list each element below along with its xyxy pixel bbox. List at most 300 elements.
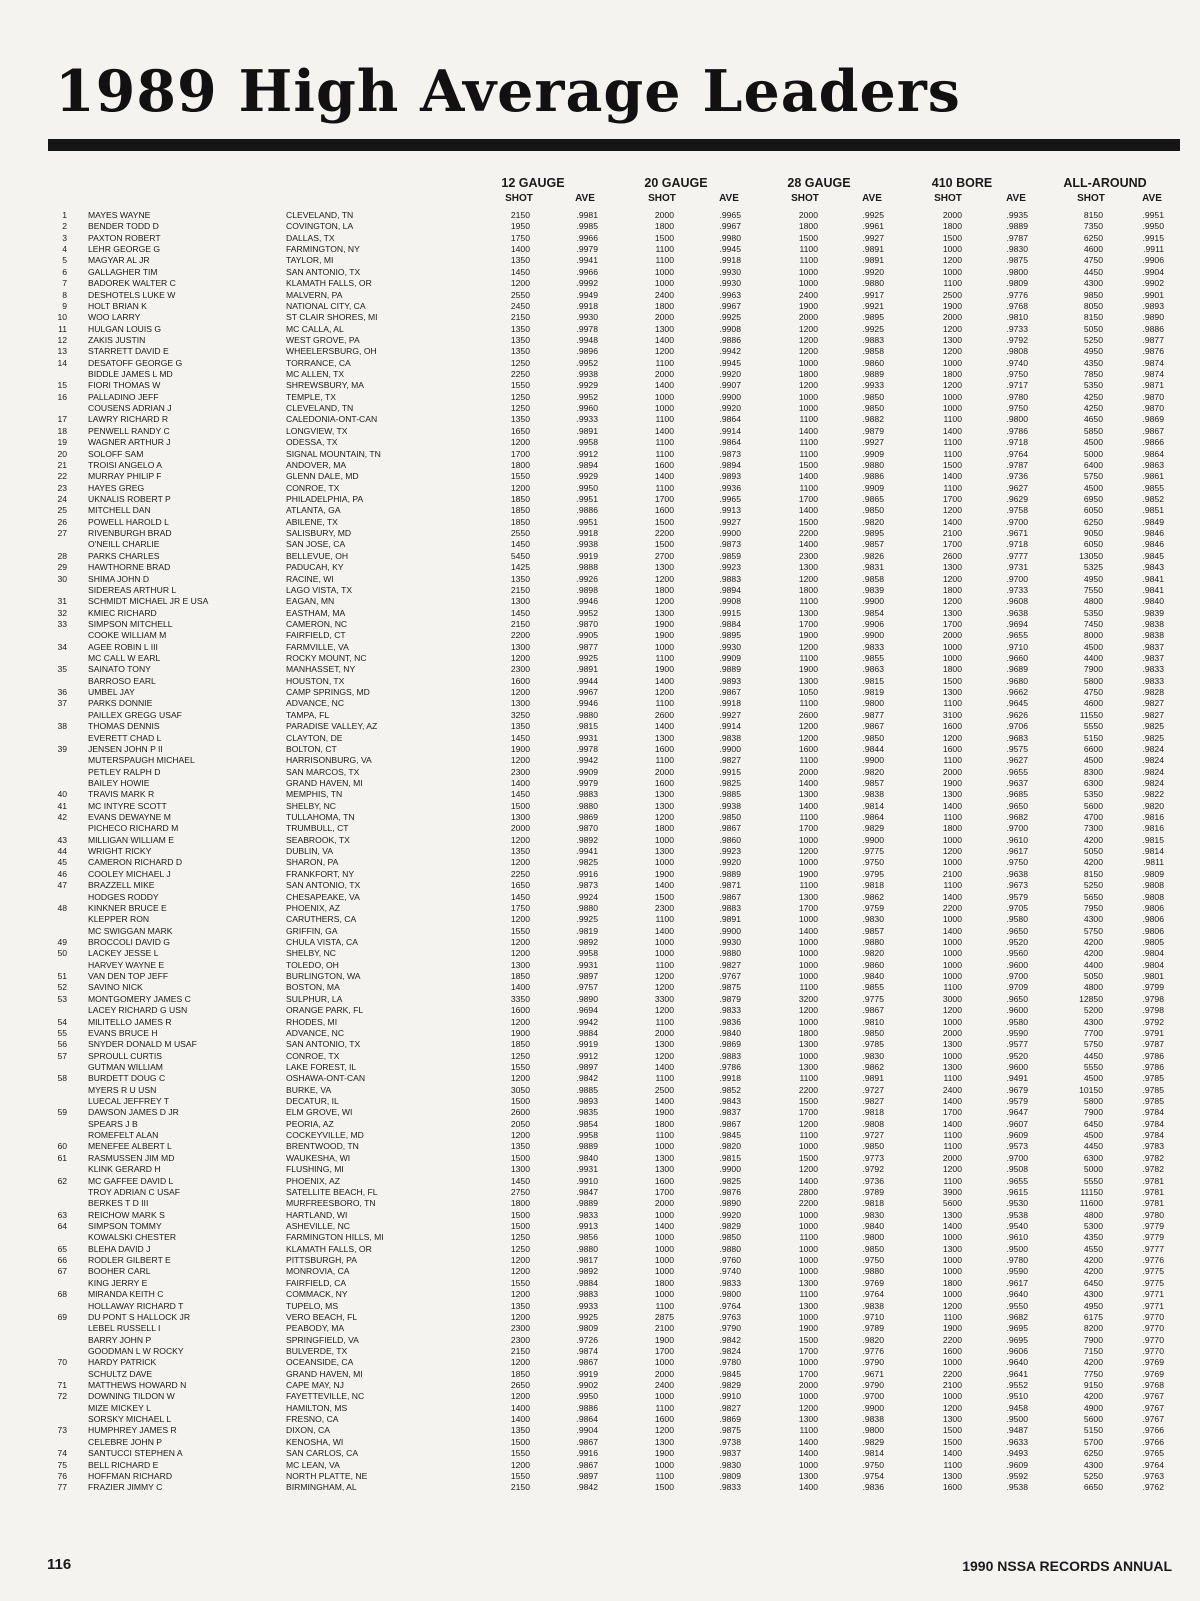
shooter-name-cell: FIORI THOMAS W [88,380,161,391]
ave-cell-410-bore: .9458 [1006,1402,1028,1413]
rank-cell: 55 [57,1027,67,1038]
shot-cell-all-around: 5750 [1083,471,1103,482]
shot-cell-28-gauge: 1100 [799,1073,818,1084]
ave-cell-20-gauge: .9883 [719,902,741,913]
ave-cell-12-gauge: .9952 [576,357,598,368]
shot-cell-28-gauge: 1500 [798,1096,818,1107]
ave-cell-20-gauge: .9927 [719,516,741,527]
shot-cell-28-gauge: 1400 [798,1482,818,1493]
shot-cell-20-gauge: 1000 [654,1255,674,1266]
ave-cell-all-around: .9765 [1142,1448,1164,1459]
ave-cell-410-bore: .9606 [1006,1345,1028,1356]
shot-cell-12-gauge: 1400 [510,982,530,993]
shot-cell-12-gauge: 1400 [510,1402,530,1413]
ave-cell-28-gauge: .9917 [862,289,884,300]
ave-cell-410-bore: .9682 [1006,812,1028,823]
ave-cell-28-gauge: .9671 [862,1368,884,1379]
shooter-name-cell: MYERS R U USN [88,1084,157,1095]
ave-cell-410-bore: .9609 [1006,1459,1028,1470]
shot-cell-410-bore: 2000 [942,210,962,220]
shooter-name-cell: KLEPPER RON [88,914,150,925]
ave-cell-28-gauge: .9833 [862,641,884,652]
shot-cell-28-gauge: 1000 [798,971,818,982]
shot-cell-12-gauge: 5450 [510,550,530,561]
shot-cell-28-gauge: 1300 [798,562,818,573]
ave-cell-410-bore: .9609 [1006,1130,1028,1141]
rank-cell: 17 [57,414,67,425]
shooter-name-cell: DESATOFF GEORGE G [88,357,183,368]
shot-cell-12-gauge: 1650 [510,880,530,891]
ave-cell-410-bore: .9689 [1006,664,1028,675]
table-row [0,1107,1200,1118]
shot-cell-12-gauge: 1800 [510,1198,530,1209]
shot-cell-12-gauge: 1450 [510,539,530,550]
shot-cell-28-gauge: 1400 [798,1436,818,1447]
table-row [0,369,1200,380]
ave-cell-all-around: .9845 [1142,550,1164,561]
ave-cell-28-gauge: .9927 [862,232,884,243]
shot-cell-20-gauge: 1000 [654,403,674,414]
shooter-name-cell: ROMEFELT ALAN [88,1130,159,1141]
ave-cell-28-gauge: .9891 [862,255,884,266]
ave-cell-410-bore: .9680 [1006,675,1028,686]
location-cell: GLENN DALE, MD [286,471,359,482]
rank-cell: 56 [57,1039,67,1050]
shot-cell-all-around: 7900 [1083,1107,1103,1118]
rank-cell: 3 [62,232,67,243]
location-cell: COMMACK, NY [286,1289,348,1300]
location-cell: CAMERON, NC [286,618,348,629]
location-cell: ELM GROVE, WI [286,1107,353,1118]
table-row [0,1017,1200,1028]
shot-cell-12-gauge: 1500 [510,1209,530,1220]
header-28-gauge: 28 GAUGE [787,176,851,190]
ave-cell-20-gauge: .9850 [719,1232,741,1243]
ave-cell-all-around: .9785 [1142,1073,1164,1084]
shot-cell-410-bore: 1200 [942,255,962,266]
shot-cell-12-gauge: 1550 [510,471,530,482]
shot-cell-12-gauge: 1500 [510,1096,530,1107]
shot-cell-all-around: 7900 [1083,664,1103,675]
shot-cell-all-around: 5350 [1083,380,1103,391]
table-row [0,960,1200,971]
table-row [0,551,1200,562]
location-cell: TUPELO, MS [286,1300,339,1311]
ave-cell-20-gauge: .9920 [719,1209,741,1220]
ave-cell-12-gauge: .9815 [576,721,598,732]
ave-cell-all-around: .9824 [1142,743,1164,754]
shot-cell-12-gauge: 1850 [510,493,530,504]
shot-cell-410-bore: 1100 [943,698,962,709]
ave-cell-all-around: .9764 [1142,1459,1164,1470]
shot-cell-410-bore: 1200 [942,732,962,743]
ave-cell-28-gauge: .9880 [862,1266,884,1277]
ave-cell-12-gauge: .9952 [576,391,598,402]
ave-cell-28-gauge: .9879 [862,425,884,436]
shot-cell-28-gauge: 1300 [798,607,818,618]
shot-cell-20-gauge: 2600 [654,709,674,720]
shooter-name-cell: COOKE WILLIAM M [88,630,167,641]
location-cell: BULVERDE, TX [286,1345,348,1356]
ave-cell-all-around: .9863 [1142,459,1164,470]
ave-cell-28-gauge: .9889 [862,369,884,380]
ave-cell-28-gauge: .9814 [862,800,884,811]
shot-cell-20-gauge: 1000 [654,266,674,277]
shot-cell-28-gauge: 1100 [799,437,818,448]
shot-cell-20-gauge: 1400 [654,425,674,436]
ave-cell-20-gauge: .9764 [719,1300,741,1311]
ave-cell-410-bore: .9700 [1006,573,1028,584]
ave-cell-28-gauge: .9818 [862,880,884,891]
rank-cell: 30 [57,573,67,584]
shot-cell-410-bore: 1600 [942,743,962,754]
shot-cell-12-gauge: 2150 [510,210,530,220]
ave-cell-410-bore: .9750 [1006,369,1028,380]
shot-cell-410-bore: 3000 [942,993,962,1004]
ave-cell-20-gauge: .9740 [719,1266,741,1277]
ave-cell-28-gauge: .9800 [862,1232,884,1243]
ave-cell-20-gauge: .9927 [719,709,741,720]
table-row [0,721,1200,732]
shot-cell-20-gauge: 1000 [654,1391,674,1402]
ave-cell-20-gauge: .9829 [719,1380,741,1391]
shooter-name-cell: TRAVIS MARK R [88,789,155,800]
shot-cell-20-gauge: 1000 [654,1266,674,1277]
shot-cell-all-around: 5600 [1083,1414,1103,1425]
shot-cell-12-gauge: 1400 [510,777,530,788]
rank-cell: 24 [57,493,67,504]
location-cell: DALLAS, TX [286,232,335,243]
shot-cell-410-bore: 1100 [943,414,962,425]
ave-cell-20-gauge: .9843 [719,1096,741,1107]
ave-cell-410-bore: .9682 [1006,1311,1028,1322]
shot-cell-410-bore: 1700 [942,1107,962,1118]
shot-cell-all-around: 5050 [1083,846,1103,857]
ave-cell-all-around: .9950 [1142,221,1164,232]
table-row [0,892,1200,903]
header-shot-all-around: SHOT [1077,193,1105,204]
ave-cell-20-gauge: .9918 [719,1073,741,1084]
shot-cell-28-gauge: 1000 [798,1357,818,1368]
header-12-gauge: 12 GAUGE [501,176,565,190]
table-row [0,835,1200,846]
ave-cell-12-gauge: .9925 [576,914,598,925]
shot-cell-410-bore: 1000 [942,971,962,982]
ave-cell-410-bore: .9750 [1006,857,1028,868]
shot-cell-12-gauge: 1200 [510,1016,530,1027]
shot-cell-410-bore: 1100 [943,1130,962,1141]
shot-cell-410-bore: 1000 [942,937,962,947]
ave-cell-all-around: .9816 [1142,823,1164,834]
location-cell: TAYLOR, MI [286,255,334,266]
shot-cell-410-bore: 1000 [942,1255,962,1266]
shot-cell-all-around: 6250 [1083,516,1103,527]
ave-cell-410-bore: .9830 [1006,244,1028,255]
shot-cell-28-gauge: 1200 [798,334,818,345]
shooter-name-cell: AGEE ROBIN L III [88,641,158,652]
ave-cell-20-gauge: .9923 [719,846,741,857]
rank-cell: 53 [57,993,67,1004]
shot-cell-12-gauge: 1250 [510,1232,530,1243]
shot-cell-all-around: 4200 [1083,937,1103,947]
shot-cell-410-bore: 1900 [942,777,962,788]
shot-cell-all-around: 5550 [1083,721,1103,732]
ave-cell-all-around: .9851 [1142,505,1164,516]
ave-cell-all-around: .9801 [1142,971,1164,982]
rank-cell: 7 [62,278,67,289]
shooter-name-cell: MIRANDA KEITH C [88,1289,164,1300]
shot-cell-20-gauge: 1000 [654,1243,674,1254]
location-cell: SATELLITE BEACH, FL [286,1186,378,1197]
location-cell: SAN ANTONIO, TX [286,880,361,891]
shot-cell-410-bore: 1400 [942,425,962,436]
location-cell: LONGVIEW, TX [286,425,348,436]
shot-cell-12-gauge: 1200 [510,1357,530,1368]
table-row [0,449,1200,460]
ave-cell-12-gauge: .9835 [576,1107,598,1118]
table-row [0,664,1200,675]
ave-cell-28-gauge: .9850 [862,391,884,402]
shot-cell-410-bore: 1300 [942,1209,962,1220]
ave-cell-all-around: .9841 [1142,584,1164,595]
shot-cell-all-around: 5150 [1083,732,1103,743]
ave-cell-28-gauge: .9857 [862,925,884,936]
shot-cell-12-gauge: 2250 [510,868,530,879]
shot-cell-20-gauge: 1400 [654,1096,674,1107]
header-ave-all-around: AVE [1142,193,1162,204]
location-cell: GRAND HAVEN, MI [286,777,363,788]
location-cell: FAIRFIELD, CA [286,1277,347,1288]
ave-cell-20-gauge: .9871 [719,880,741,891]
location-cell: CHESAPEAKE, VA [286,891,360,902]
table-row [0,914,1200,925]
ave-cell-20-gauge: .9963 [719,289,741,300]
ave-cell-410-bore: .9660 [1006,653,1028,664]
rank-cell: 46 [57,868,67,879]
location-cell: FRESNO, CA [286,1414,339,1425]
table-row [0,358,1200,369]
shooter-name-cell: MENEFEE ALBERT L [88,1141,172,1152]
ave-cell-12-gauge: .9809 [576,1323,598,1334]
ave-cell-all-around: .9780 [1142,1209,1164,1220]
shot-cell-20-gauge: 1200 [654,1005,674,1016]
shooter-name-cell: BOOHER CARL [88,1266,151,1277]
title-rule [48,139,1180,151]
shooter-name-cell: WOO LARRY [88,312,141,323]
shot-cell-28-gauge: 1000 [798,357,818,368]
ave-cell-12-gauge: .9825 [576,857,598,868]
ave-cell-20-gauge: .9825 [719,1175,741,1186]
ave-cell-12-gauge: .9978 [576,743,598,754]
ave-cell-20-gauge: .9867 [719,1118,741,1129]
shot-cell-20-gauge: 1100 [655,414,674,425]
shot-cell-28-gauge: 1400 [798,505,818,516]
shot-cell-410-bore: 2000 [942,1152,962,1163]
shot-cell-410-bore: 1700 [942,539,962,550]
ave-cell-28-gauge: .9789 [862,1323,884,1334]
shot-cell-all-around: 13050 [1079,550,1103,561]
shot-cell-all-around: 4450 [1083,1141,1103,1152]
shooter-name-cell: MATTHEWS HOWARD N [88,1380,187,1391]
header-ave-28-gauge: AVE [862,193,882,204]
shot-cell-12-gauge: 1200 [510,834,530,845]
shooter-name-cell: MAGYAR AL JR [88,255,150,266]
table-row [0,1335,1200,1346]
ave-cell-20-gauge: .9760 [719,1255,741,1266]
location-cell: ATLANTA, GA [286,505,341,516]
shooter-name-cell: THOMAS DENNIS [88,721,160,732]
shot-cell-12-gauge: 1200 [510,1459,530,1470]
shot-cell-20-gauge: 1100 [655,1300,674,1311]
rank-cell: 9 [62,300,67,311]
ave-cell-20-gauge: .9908 [719,596,741,607]
ave-cell-12-gauge: .9950 [576,482,598,493]
shot-cell-28-gauge: 1100 [799,448,818,459]
ave-cell-all-around: .9833 [1142,675,1164,686]
ave-cell-20-gauge: .9833 [719,1482,741,1493]
rank-cell: 29 [57,562,67,573]
ave-cell-20-gauge: .9967 [719,221,741,232]
shot-cell-410-bore: 1800 [942,664,962,675]
table-row [0,414,1200,425]
shot-cell-410-bore: 1100 [943,448,962,459]
shot-cell-12-gauge: 1600 [510,1005,530,1016]
shot-cell-28-gauge: 1000 [798,266,818,277]
ave-cell-410-bore: .9780 [1006,391,1028,402]
shot-cell-28-gauge: 1400 [798,471,818,482]
ave-cell-28-gauge: .9865 [862,493,884,504]
shooter-name-cell: FRAZIER JIMMY C [88,1482,163,1493]
shot-cell-410-bore: 1000 [942,1050,962,1061]
ave-cell-20-gauge: .9790 [719,1323,741,1334]
shot-cell-12-gauge: 1200 [510,1255,530,1266]
shooter-name-cell: MC SWIGGAN MARK [88,925,173,936]
ave-cell-410-bore: .9615 [1006,1186,1028,1197]
shot-cell-28-gauge: 1900 [798,300,818,311]
shooter-name-cell: DESHOTELS LUKE W [88,289,176,300]
ave-cell-12-gauge: .9942 [576,1016,598,1027]
ave-cell-410-bore: .9736 [1006,471,1028,482]
ave-cell-20-gauge: .9890 [719,1198,741,1209]
table-row [0,1403,1200,1414]
shot-cell-28-gauge: 2000 [798,1380,818,1391]
ave-cell-410-bore: .9530 [1006,1198,1028,1209]
shot-cell-28-gauge: 1300 [798,1470,818,1481]
shot-cell-20-gauge: 1200 [654,812,674,823]
shot-cell-28-gauge: 1000 [798,937,818,947]
ave-cell-410-bore: .9510 [1006,1391,1028,1402]
ave-cell-20-gauge: .9920 [719,857,741,868]
rank-cell: 26 [57,516,67,527]
shot-cell-410-bore: 1100 [943,755,962,766]
location-cell: ANDOVER, MA [286,459,347,470]
shot-cell-410-bore: 1500 [942,1436,962,1447]
table-row [0,880,1200,891]
shooter-name-cell: REICHOW MARK S [88,1209,165,1220]
shot-cell-28-gauge: 1200 [798,1164,818,1175]
shot-cell-12-gauge: 1400 [510,244,530,255]
ave-cell-12-gauge: .9918 [576,528,598,539]
shot-cell-28-gauge: 1050 [798,687,818,698]
ave-cell-20-gauge: .9893 [719,471,741,482]
ave-cell-20-gauge: .9836 [719,1016,741,1027]
shot-cell-all-around: 4200 [1083,1266,1103,1277]
shot-cell-all-around: 4500 [1083,1073,1103,1084]
rank-cell: 12 [57,334,67,345]
header-ave-20-gauge: AVE [719,193,739,204]
ave-cell-all-around: .9843 [1142,562,1164,573]
shooter-name-cell: PENWELL RANDY C [88,425,170,436]
shot-cell-all-around: 6175 [1083,1311,1103,1322]
ave-cell-410-bore: .9627 [1006,755,1028,766]
location-cell: PITTSBURGH, PA [286,1255,357,1266]
ave-cell-all-around: .9806 [1142,925,1164,936]
ave-cell-28-gauge: .9827 [862,1096,884,1107]
ave-cell-20-gauge: .9907 [719,380,741,391]
shooter-name-cell: BADOREK WALTER C [88,278,176,289]
shot-cell-20-gauge: 2100 [654,1323,674,1334]
shooter-name-cell: DOWNING TILDON W [88,1391,175,1402]
shooter-name-cell: PARKS DONNIE [88,698,153,709]
ave-cell-410-bore: .9706 [1006,721,1028,732]
shot-cell-28-gauge: 1300 [798,1300,818,1311]
ave-cell-20-gauge: .9900 [719,528,741,539]
shot-cell-410-bore: 1400 [942,891,962,902]
ave-cell-28-gauge: .9754 [862,1470,884,1481]
ave-cell-12-gauge: .9925 [576,1311,598,1322]
shot-cell-20-gauge: 1400 [654,880,674,891]
ave-cell-12-gauge: .9884 [576,1277,598,1288]
ave-cell-28-gauge: .9909 [862,482,884,493]
rank-cell: 8 [62,289,67,300]
ave-cell-410-bore: .9600 [1006,1005,1028,1016]
shot-cell-410-bore: 1000 [942,914,962,925]
ave-cell-12-gauge: .9894 [576,459,598,470]
ave-cell-20-gauge: .9886 [719,334,741,345]
shooter-name-cell: WRIGHT RICKY [88,846,152,857]
shot-cell-28-gauge: 2200 [798,1198,818,1209]
ave-cell-410-bore: .9552 [1006,1380,1028,1391]
shot-cell-20-gauge: 1600 [654,1414,674,1425]
ave-cell-20-gauge: .9845 [719,1130,741,1141]
table-row [0,1130,1200,1141]
ave-cell-12-gauge: .9919 [576,550,598,561]
shot-cell-28-gauge: 1000 [798,1255,818,1266]
ave-cell-20-gauge: .9930 [719,937,741,947]
shot-cell-20-gauge: 1100 [655,482,674,493]
table-row [0,1391,1200,1402]
leaders-table [0,210,1200,1494]
shot-cell-28-gauge: 1000 [798,1050,818,1061]
ave-cell-410-bore: .9650 [1006,800,1028,811]
shot-cell-all-around: 5850 [1083,425,1103,436]
ave-cell-20-gauge: .9763 [719,1311,741,1322]
location-cell: ROCKY MOUNT, NC [286,653,367,664]
ave-cell-410-bore: .9645 [1006,698,1028,709]
location-cell: CARUTHERS, CA [286,914,357,925]
table-row [0,290,1200,301]
shot-cell-12-gauge: 2550 [510,528,530,539]
ave-cell-410-bore: .9740 [1006,357,1028,368]
location-cell: BELLEVUE, OH [286,550,349,561]
shot-cell-12-gauge: 1350 [510,721,530,732]
ave-cell-20-gauge: .9873 [719,539,741,550]
shot-cell-20-gauge: 1200 [654,687,674,698]
rank-cell: 64 [57,1220,67,1231]
rank-cell: 35 [57,664,67,675]
ave-cell-410-bore: .9617 [1006,846,1028,857]
table-row [0,1187,1200,1198]
